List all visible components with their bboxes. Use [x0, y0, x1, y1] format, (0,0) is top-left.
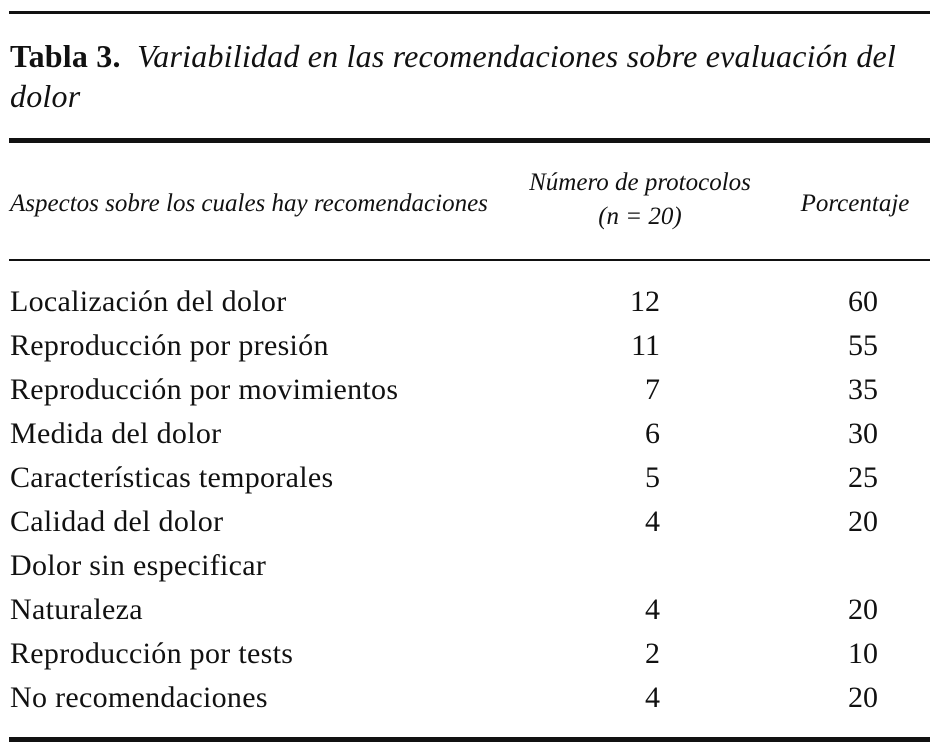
cell-count: 6: [645, 417, 660, 450]
caption-label: Tabla 3.: [10, 38, 121, 74]
cell-aspect: Reproducción por tests: [10, 637, 294, 670]
cell-aspect: Reproducción por movimientos: [10, 373, 399, 406]
cell-aspect: Naturaleza: [10, 593, 143, 626]
column-header-count: [505, 166, 775, 234]
cell-percent: 25: [848, 461, 878, 494]
table-row: [0, 371, 941, 415]
table-row: [0, 415, 941, 459]
table-row: [0, 459, 941, 503]
cell-percent: 20: [848, 681, 878, 714]
cell-percent: 35: [848, 373, 878, 406]
cell-count: 4: [645, 593, 660, 626]
table-body: [0, 283, 941, 723]
cell-count: 4: [645, 505, 660, 538]
cell-aspect: Localización del dolor: [10, 285, 287, 318]
table-row: [0, 503, 941, 547]
cell-count: 4: [645, 681, 660, 714]
cell-aspect: No recomendaciones: [10, 681, 268, 714]
column-header-percent: Porcentaje: [800, 190, 910, 217]
table-row: [0, 283, 941, 327]
cell-count: 7: [645, 373, 660, 406]
cell-aspect: Calidad del dolor: [10, 505, 224, 538]
cell-aspect: Reproducción por presión: [10, 329, 329, 362]
cell-aspect: Medida del dolor: [10, 417, 222, 450]
column-header-aspect: Aspectos sobre los cuales hay recomendaciones: [10, 190, 488, 217]
column-header-count-line1: Número de protocolos: [529, 169, 751, 196]
cell-count: 11: [631, 329, 660, 362]
cell-percent: 10: [848, 637, 878, 670]
cell-percent: 20: [848, 593, 878, 626]
table-row: [0, 635, 941, 679]
cell-percent: 55: [848, 329, 878, 362]
top-rule: [9, 11, 930, 14]
table-row: [0, 679, 941, 723]
table-row: [0, 547, 941, 591]
cell-count: 5: [645, 461, 660, 494]
cell-count: 2: [645, 637, 660, 670]
table-row: [0, 591, 941, 635]
header-rule: [9, 259, 930, 261]
table-row: [0, 327, 941, 371]
cell-count: 12: [630, 285, 660, 318]
caption-text: Variabilidad en las recomendaciones sobre evaluación del dolor: [10, 38, 897, 114]
caption-rule: [9, 138, 930, 143]
cell-percent: 60: [848, 285, 878, 318]
table-caption: [10, 36, 910, 116]
cell-percent: 30: [848, 417, 878, 450]
bottom-rule: [9, 737, 930, 742]
cell-aspect: Dolor sin especificar: [10, 549, 267, 582]
column-header-count-line2: (n = 20): [598, 203, 682, 230]
cell-aspect: Características temporales: [10, 461, 334, 494]
cell-percent: 20: [848, 505, 878, 538]
